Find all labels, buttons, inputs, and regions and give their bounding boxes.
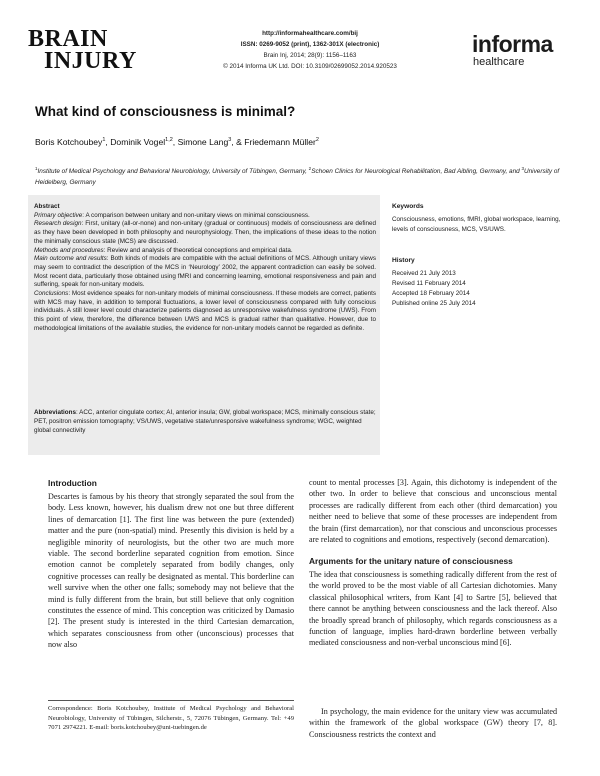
- journal-logo: [28, 28, 178, 72]
- author-list: Boris Kotchoubey$^1$, Dominik Vogel$^{1,2}$, Simone Lang$^3$, & Friedemann Müller$^2$: [35, 137, 319, 147]
- author-affiliation-mark: 1: [102, 137, 106, 144]
- affiliation-text: Institute of Medical Psychology and Behavioral Neurobiology, University of Tübingen, Germany,: [37, 168, 309, 176]
- author-affiliation-mark: 3: [228, 137, 232, 144]
- journal-url[interactable]: http://informahealthcare.com/bij: [262, 30, 358, 37]
- abstract-text: : First, unitary (all-or-none) and non-unitary (gradual or continuous) models of consciousness are defined as they have been developed in both philosophy and neurophysiology. Then, the implications of these ideas to the notion the minimally conscious state (MCS) are discussed.: [34, 220, 376, 245]
- publisher-logo: [472, 32, 582, 68]
- abstract-heading: Abstract: [34, 203, 60, 210]
- history-received: Received 21 July 2013: [392, 270, 456, 277]
- abstract-label: Research design: [34, 220, 82, 228]
- publisher-name: informa: [472, 31, 553, 57]
- abstract-conclusions: [34, 290, 376, 334]
- abstract-methods: [34, 247, 376, 256]
- history-published: Published online 25 July 2014: [392, 300, 476, 307]
- affiliations: [35, 163, 580, 188]
- affiliation-mark: 1: [35, 166, 38, 171]
- abstract-label: Main outcome and results: [34, 255, 107, 263]
- journal-logo-line2: INJURY: [44, 48, 137, 74]
- abstract-text: : Review and analysis of theoretical conceptions and empirical data.: [103, 246, 293, 254]
- history-revised: Revised 11 February 2014: [392, 280, 466, 287]
- section-paragraph: The idea that consciousness is something radically different from the rest of the world proved to be the most viable of all Cartesian dichotomies. Many classical philosophical writers, from Kant [4] to Sartre [5], believed that there cannot be anything between consciousness and the lack thereof. Also the broadly spread branch of philosophy, which regards consciousness as a function of language, implies hard-drawn borderline between verbally mediated consciousness and non-verbal unconscious mind [6].: [309, 570, 557, 648]
- journal-info: [200, 28, 420, 72]
- section-paragraph: In psychology, the main evidence for the unitary view was accumulated within the framework of the global workspace (GW) theory [7, 8]. Consciousness restricts the context and: [309, 707, 557, 739]
- abstract-text: : A comparison between unitary and non-unitary views on minimal consciousness.: [82, 211, 310, 219]
- abbreviations: [34, 408, 376, 435]
- citation: Brain Inj, 2014; 28(9): 1156–1163: [263, 52, 357, 59]
- abbreviations-text: : ACC, anterior cingulate cortex; AI, anterior insula; GW, global workspace; MCS, minimally conscious state; PET, positron emission tomography; VS/UWS, vegetative state/unresponsive wakefulness syndrome; WGC, weighted global connectivity: [34, 409, 376, 434]
- abstract-text: : Both kinds of models are compatible with the actual definitions of MCS. Although unitary views may seem to contradict the description of the MCS in ‘Neurology’ 2002, the apparent contradiction can easily be solved. Most recent data, particularly those obtained using fMRI and concerning learning, emotional responsiveness and pain and suffering, speak for non-unitary models.: [34, 255, 376, 289]
- abstract: [34, 203, 376, 334]
- abbreviations-label: Abbreviations: [34, 409, 76, 416]
- author-name: Simone Lang: [177, 137, 229, 147]
- abstract-research-design: [34, 220, 376, 246]
- keywords-text: Consciousness, emotions, fMRI, global workspace, learning, levels of consciousness, MCS, VS/UWS.: [392, 216, 561, 233]
- intro-paragraph-continued: count to mental processes [3]. Again, this dichotomy is independent of the other two. In order to believe that conscious and unconscious mental processes are radically different from each other (third demarcation) you neither need to believe that some of these processes are independent from the brain (first demarcation), nor that conscious and unconscious processes are related to cognitions and emotions, respectively (second demarcation).: [309, 478, 557, 545]
- publisher-sub: healthcare: [473, 56, 525, 68]
- abstract-label: Primary objective: [34, 211, 83, 219]
- intro-paragraph: Descartes is famous by his theory that strongly separated the soul from the body. Less known, however, his dualism drew not one but three different lines of demarcation [1]. The first line was between the pure (extended) matter and the pure (non-spatial) mind. Presently this division is held by a negligible minority of neurologists, but the other two are much more viable. The second borderline separated cognition from emotion. Since emotion cannot be completely separated from bodily changes, only cognitive processes can really be designated as mental. This borderline can well survive when the other one falls; somebody may not believe that the mind is fully different from the brain, but still believe that only cognition constitutes the essence of mind. This conception was criticized by Damasio [2]. The present study is interested in the third Cartesian demarcation, which separates consciousness from other (unconscious) processes that now also: [48, 492, 294, 650]
- author-name: Boris Kotchoubey: [35, 137, 103, 147]
- correspondence-footnote: Correspondence: Boris Kotchoubey, Institute of Medical Psychology and Behavioral Neurobiology, University of Tübingen, Silcherstr., 5, 72076 Tübingen, Germany. Tel: +49 7071 2974221. E-mail: boris.kotchoubey@uni-tuebingen.de: [48, 705, 294, 731]
- journal-logo-line1: BRAIN: [28, 26, 108, 52]
- keywords-heading: Keywords: [392, 203, 424, 210]
- intro-heading: Introduction: [48, 478, 97, 488]
- history-heading: History: [392, 257, 415, 264]
- section-heading: Arguments for the unitary nature of consciousness: [309, 556, 513, 566]
- affiliation-text: University of Heidelberg, Germany: [35, 168, 560, 187]
- affiliation-mark: 2: [308, 166, 312, 171]
- author-name: Dominik Vogel: [110, 137, 166, 147]
- affiliation-text: Schoen Clinics for Neurological Rehabilitation, Bad Aibling, Germany, and: [311, 168, 522, 176]
- abstract-label: Methods and procedures: [34, 246, 104, 254]
- abstract-label: Conclusions: [34, 290, 69, 298]
- history-list: [392, 269, 567, 309]
- abstract-outcomes: [34, 255, 376, 290]
- author-name: Friedemann Müller: [244, 137, 316, 147]
- copyright: © 2014 Informa UK Ltd. DOI: 10.3109/02699052.2014.920523: [223, 63, 397, 70]
- history-accepted: Accepted 18 February 2014: [392, 290, 470, 297]
- author-affiliation-mark: 2: [315, 137, 319, 144]
- issn: ISSN: 0269-9052 (print), 1362-301X (electronic): [240, 41, 380, 48]
- abstract-text: : Most evidence speaks for non-unitary models of minimal consciousness. If these models are correct, patients with MCS may have, in addition to temporal fluctuations, a lower level of consciousness compared with fully conscious individuals. A still lower level could characterize patients diagnosed as unresponsive wakefulness syndrome (UWS). From this point of view, therefore, the difference between UWS and MCS is gradual rather than qualitative. However, due to methodological limitations of the available studies, the evidence for non-unitary models cannot be regarded as definite.: [34, 290, 376, 332]
- abstract-primary-objective: [34, 212, 376, 221]
- article-title: What kind of consciousness is minimal?: [35, 104, 296, 119]
- affiliation-mark: 3: [521, 166, 524, 171]
- author-affiliation-mark: 1,2: [165, 137, 173, 144]
- footnote-divider: [48, 700, 294, 701]
